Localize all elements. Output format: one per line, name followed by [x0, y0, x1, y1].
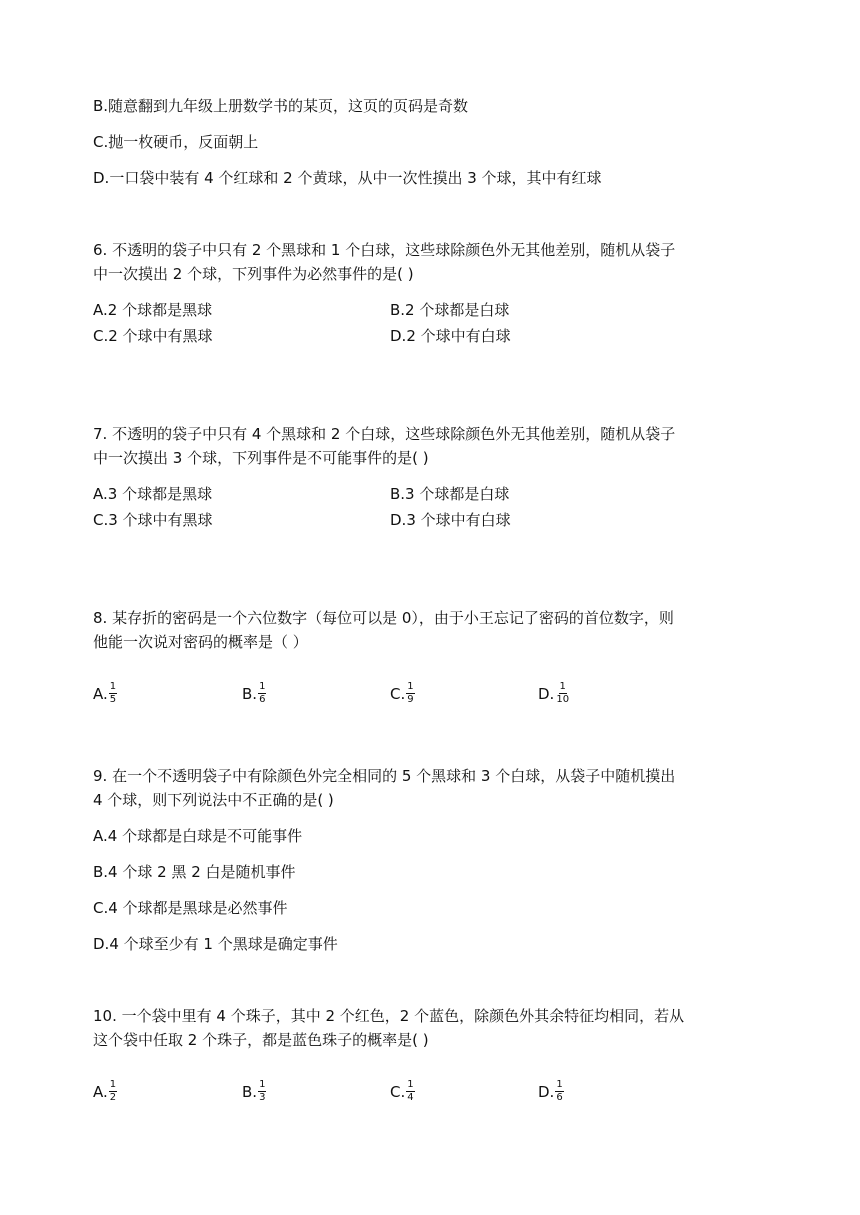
q9-option-b: B.4 个球 2 黑 2 白是随机事件 — [93, 863, 296, 881]
fraction-denominator: 9 — [407, 694, 414, 705]
fraction-numerator: 1 — [407, 681, 414, 692]
fraction — [109, 1080, 117, 1103]
q9-stem-line-1: 9. 在一个不透明袋子中有除颜色外完全相同的 5 个黑球和 3 个白球，从袋子中随机摸出 — [93, 767, 676, 785]
fraction — [555, 682, 570, 705]
q7-option-d: D.3 个球中有白球 — [390, 511, 511, 529]
fraction — [406, 1080, 414, 1103]
q8-option-d — [538, 682, 570, 705]
fraction-numerator: 1 — [259, 681, 266, 692]
fraction-numerator: 1 — [109, 1079, 117, 1090]
fraction-denominator: 6 — [259, 694, 266, 705]
q8-option-c — [390, 682, 415, 705]
q8-stem-line-2: 他能一次说对密码的概率是（ ） — [93, 633, 308, 651]
q7-option-a: A.3 个球都是黑球 — [93, 485, 213, 503]
fraction-denominator: 4 — [407, 1092, 414, 1103]
fraction-denominator: 2 — [109, 1092, 117, 1103]
q9-stem-line-2: 4 个球，则下列说法中不正确的是( ) — [93, 791, 334, 809]
q7-stem-line-1: 7. 不透明的袋子中只有 4 个黑球和 2 个白球，这些球除颜色外无其他差别，随机从袋子 — [93, 425, 676, 443]
q6-option-d: D.2 个球中有白球 — [390, 327, 511, 345]
q10-option-d — [538, 1080, 564, 1103]
fraction — [109, 682, 117, 705]
fraction-numerator: 1 — [559, 681, 566, 692]
fraction-numerator: 1 — [556, 1079, 563, 1090]
q7-option-b: B.3 个球都是白球 — [390, 485, 510, 503]
fraction-denominator: 3 — [259, 1092, 266, 1103]
option-letter: A. — [93, 684, 108, 703]
option-letter: B. — [242, 684, 258, 703]
fraction-numerator: 1 — [259, 1079, 266, 1090]
q9-option-a: A.4 个球都是白球是不可能事件 — [93, 827, 303, 845]
option-letter: D. — [538, 684, 555, 703]
q6-stem-line-1: 6. 不透明的袋子中只有 2 个黑球和 1 个白球，这些球除颜色外无其他差别，随机从袋子 — [93, 241, 676, 259]
q6-option-b: B.2 个球都是白球 — [390, 301, 510, 319]
fraction — [258, 1080, 266, 1103]
fraction-denominator: 6 — [556, 1092, 563, 1103]
q5-option-b: B.随意翻到九年级上册数学书的某页，这页的页码是奇数 — [93, 97, 469, 115]
option-letter: D. — [538, 1082, 555, 1101]
option-letter: A. — [93, 1082, 108, 1101]
fraction — [406, 682, 414, 705]
q7-stem-line-2: 中一次摸出 3 个球，下列事件是不可能事件的是( ) — [93, 449, 429, 467]
option-letter: C. — [390, 684, 406, 703]
q7-option-c: C.3 个球中有黑球 — [93, 511, 213, 529]
q5-option-d: D.一口袋中装有 4 个红球和 2 个黄球，从中一次性摸出 3 个球，其中有红球 — [93, 169, 602, 187]
fraction — [258, 682, 266, 705]
q8-stem-line-1: 8. 某存折的密码是一个六位数字（每位可以是 0），由于小王忘记了密码的首位数字，则 — [93, 609, 674, 627]
fraction-numerator: 1 — [407, 1079, 414, 1090]
q6-option-c: C.2 个球中有黑球 — [93, 327, 213, 345]
q8-option-a — [93, 682, 117, 705]
q9-option-d: D.4 个球至少有 1 个黑球是确定事件 — [93, 935, 338, 953]
q8-option-b — [242, 682, 266, 705]
q10-option-a — [93, 1080, 117, 1103]
fraction-denominator: 5 — [109, 694, 117, 705]
q10-option-c — [390, 1080, 415, 1103]
q9-option-c: C.4 个球都是黑球是必然事件 — [93, 899, 288, 917]
fraction — [555, 1080, 563, 1103]
option-letter: B. — [242, 1082, 258, 1101]
q5-option-c: C.抛一枚硬币，反面朝上 — [93, 133, 259, 151]
q10-option-b — [242, 1080, 266, 1103]
fraction-numerator: 1 — [109, 681, 117, 692]
q6-option-a: A.2 个球都是黑球 — [93, 301, 213, 319]
fraction-denominator: 10 — [556, 694, 570, 705]
q10-stem-line-1: 10. 一个袋中里有 4 个珠子，其中 2 个红色，2 个蓝色，除颜色外其余特征均相同，若从 — [93, 1007, 685, 1025]
q6-stem-line-2: 中一次摸出 2 个球，下列事件为必然事件的是( ) — [93, 265, 414, 283]
option-letter: C. — [390, 1082, 406, 1101]
q10-stem-line-2: 这个袋中任取 2 个珠子，都是蓝色珠子的概率是( ) — [93, 1031, 429, 1049]
